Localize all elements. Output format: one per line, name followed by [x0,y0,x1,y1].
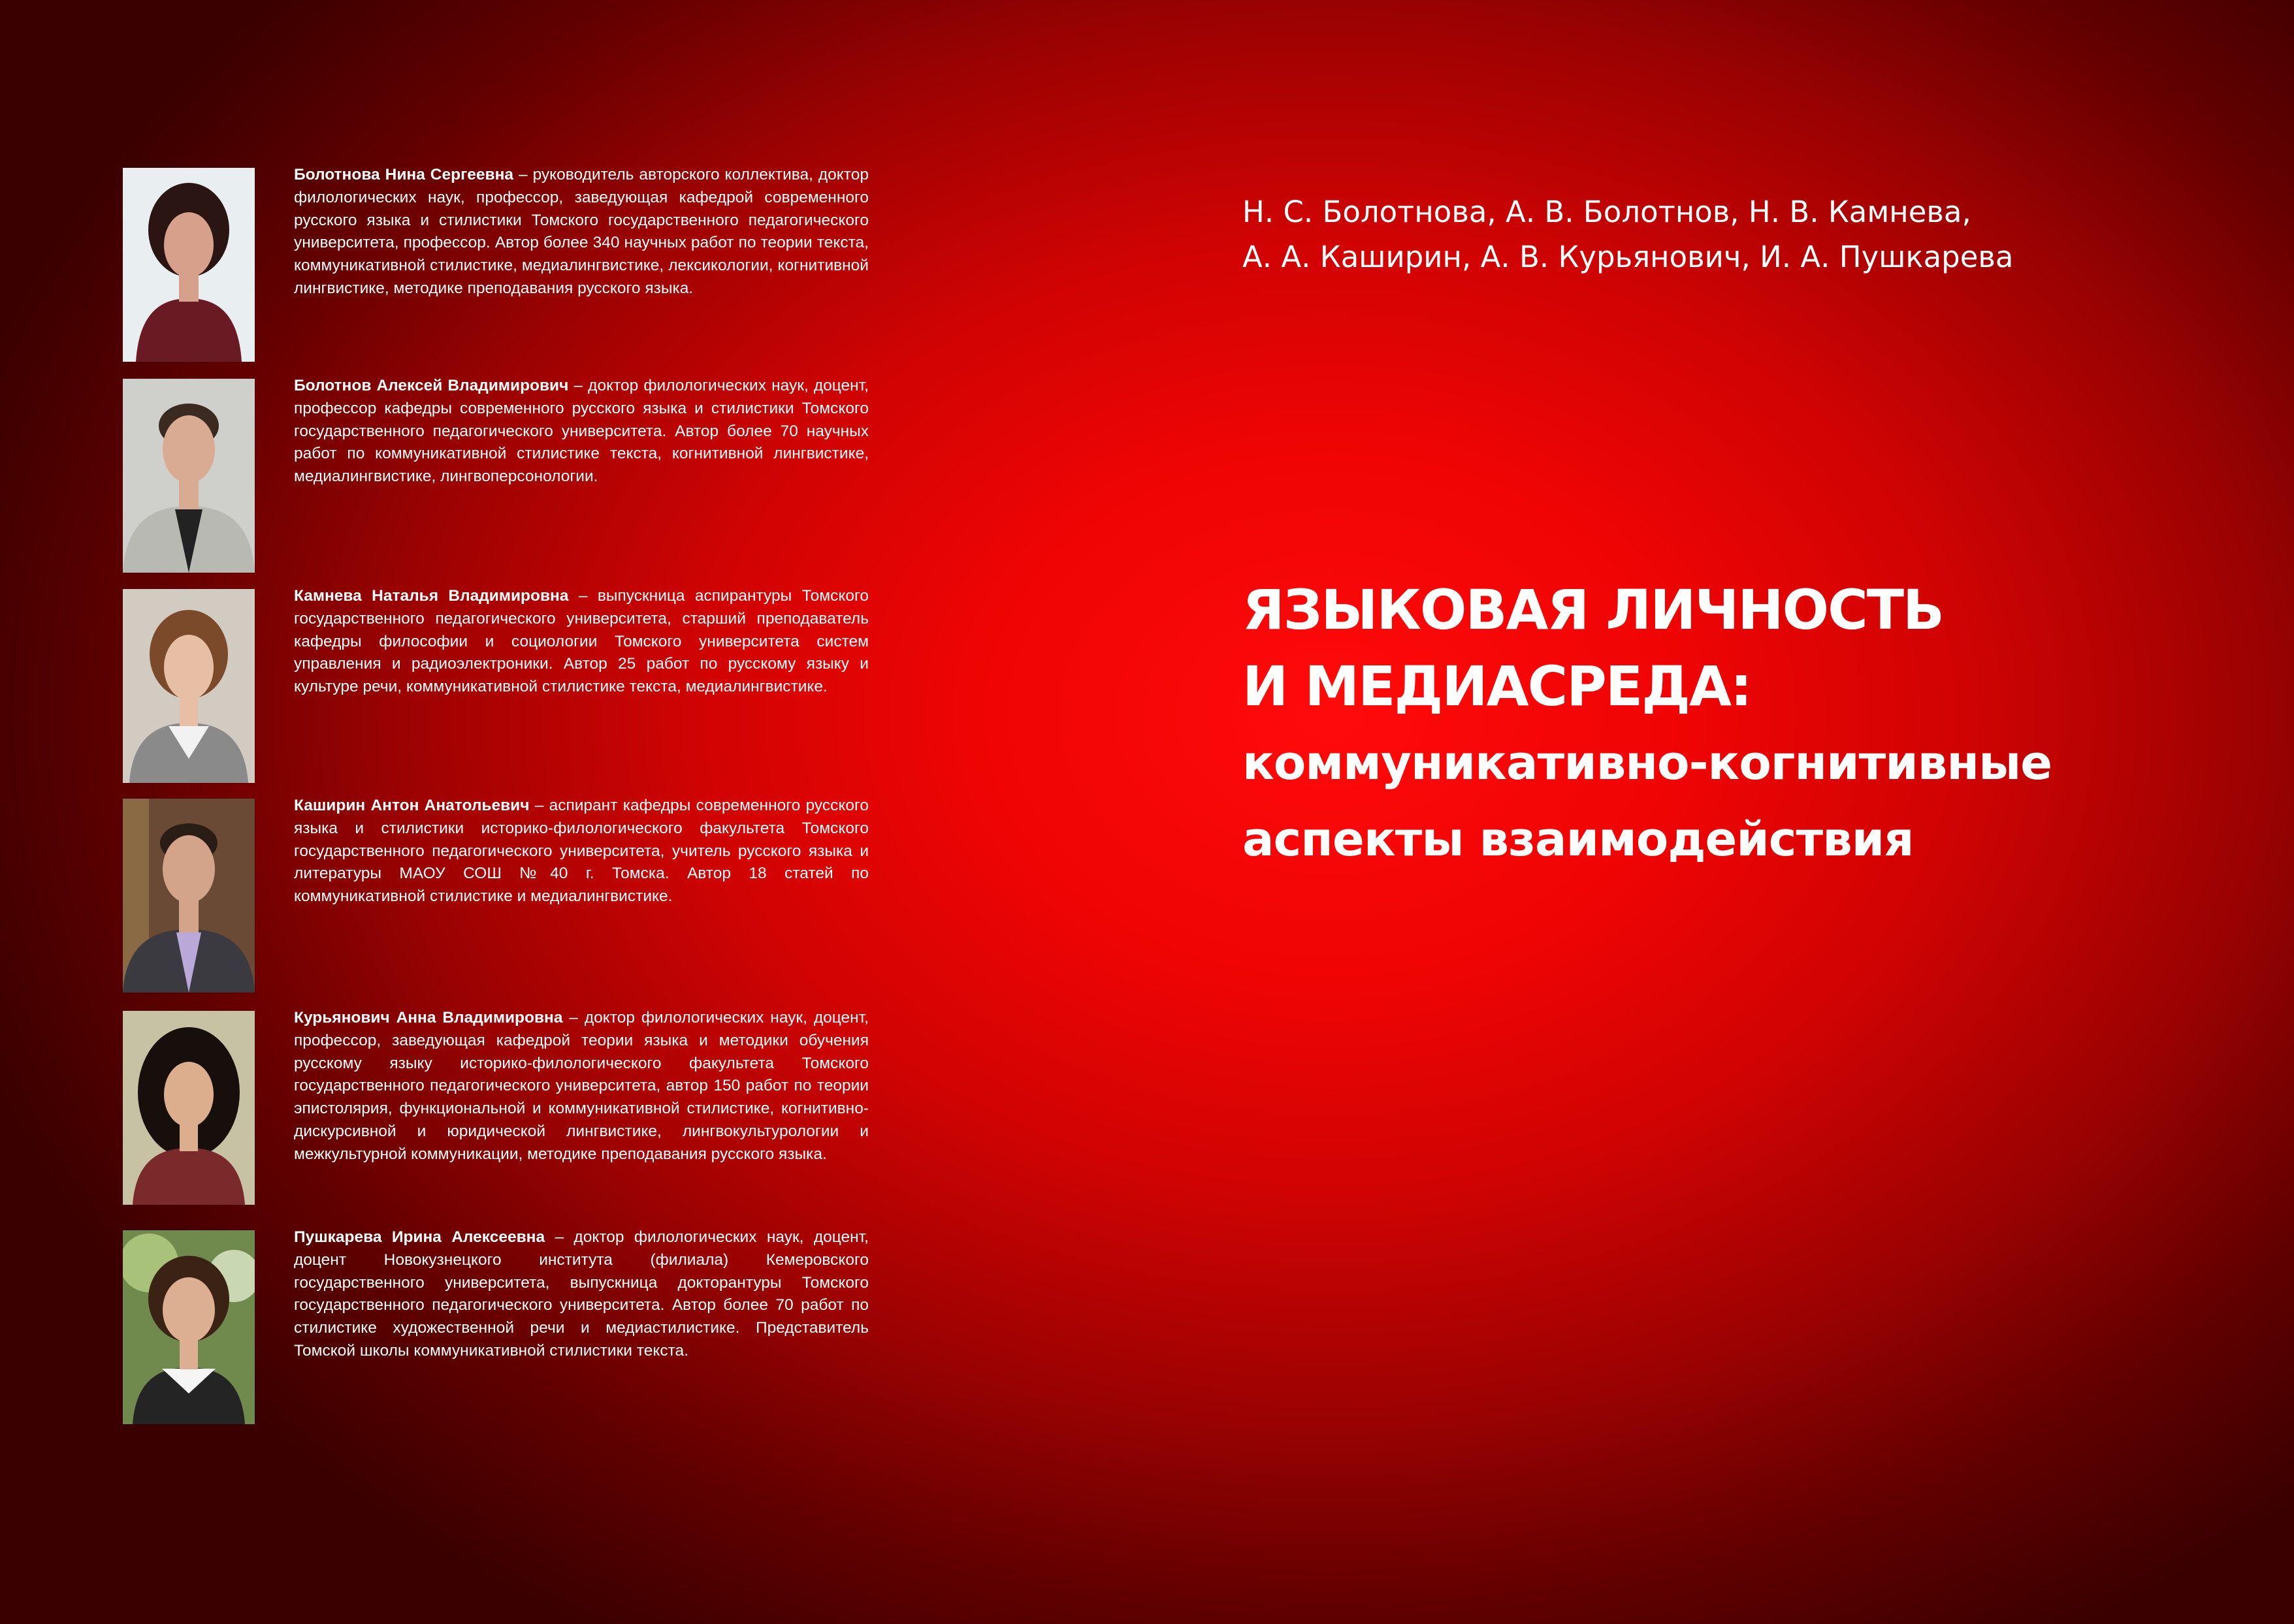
author-name: Камнева Наталья Владимировна [294,587,569,605]
author-bio [294,1226,869,1363]
author-photo [123,1011,255,1205]
portrait-image [123,168,255,362]
author-bio [294,1007,869,1166]
portrait-image [123,1230,255,1424]
photo-face [164,212,214,278]
photo-face [164,635,214,700]
title-line: ЯЗЫКОВАЯ ЛИЧНОСТЬ [1242,578,1944,642]
author-entry [123,1230,871,1426]
author-bio [294,164,869,300]
author-photo [123,589,255,783]
subtitle-line: коммуникативно-когнитивные [1242,735,2052,790]
author-entry [123,799,871,995]
author-photo [123,379,255,573]
photo-face [163,835,215,903]
photo-face [163,1277,215,1343]
author-photo [123,799,255,993]
portrait-image [123,799,255,993]
author-name: Пушкарева Ирина Алексеевна [294,1228,545,1246]
front-authors-line: Н. С. Болотнова, А. В. Болотнов, Н. В. Камнева, [1242,195,1971,229]
author-bio [294,375,869,488]
author-description: – доктор филологических наук, доцент, профессор кафедры современного русского языка и стилистики Томского государственного педагогического университета. Автор более 70 научных работ по коммуникативной стилистике текста, когнитивной лингвистике, медиалингвистике, лингвоперсонологии. [294,377,869,486]
author-photo [123,1230,255,1424]
book-title [1242,572,2261,878]
portrait-image [123,379,255,573]
author-entry [123,1011,871,1207]
subtitle-line: аспекты взаимодействия [1242,812,1914,867]
author-description: – выпускница аспирантуры Томского государственного педагогического университета, старший преподаватель кафедры философии и социологии Томского университета систем управления и радиоэлектроники. Автор 25 работ по русскому языку и культуре речи, коммуникативной стилистике текста, медиалингвистике. [294,587,869,696]
portrait-image [123,1011,255,1205]
author-entry [123,168,871,364]
author-description: – руководитель авторского коллектива, доктор филологических наук, профессор, заведующая кафедрой современного русского языка и стилистики Томского государственного педагогического университета, профессор. Автор более 340 научных работ по теории текста, коммуникативной стилистике, медиалингвистике, лексикологии, когнитивной лингвистике, методике преподавания русского языка. [294,166,869,297]
author-name: Болотнова Нина Сергеевна [294,166,514,183]
author-entry [123,379,871,575]
author-description: – доктор филологических наук, доцент, доцент Новокузнецкого института (филиала) Кемеровского государственного университета, выпускница докторантуры Томского государственного педагогического университета. Автор более 70 работ по стилистике художественной речи и медиастилистике. Представитель Томской школы коммуникативной стилистики текста. [294,1228,869,1360]
author-description: – аспирант кафедры современного русского языка и стилистики историко-филологического факультета Томского государственного педагогического университета, учитель русского языка и литературы МАОУ СОШ №40 г. Томска. Автор 18 статей по коммуникативной стилистике и медиалингвистике. [294,797,869,906]
front-author-list [1242,189,2189,279]
author-description: – доктор филологических наук, доцент, профессор, заведующая кафедрой теории языка и методики обучения русскому языку историко-филологического факультета Томского государственного педагогического университета, автор 150 работ по теории эпистолярия, функциональной и коммуникативной стилистике, когнитивно-дискурсивной и юридической лингвистике, лингвокультурологии и межкультурной коммуникации, методике преподавания русского языка. [294,1009,869,1163]
author-name: Каширин Антон Анатольевич [294,797,530,814]
photo-face [164,1062,214,1127]
photo-face [163,415,215,483]
front-authors-line: А. А. Каширин, А. В. Курьянович, И. А. Пушкарева [1242,240,2014,274]
author-photo [123,168,255,362]
portrait-image [123,589,255,783]
title-line: И МЕДИАСРЕДА: [1242,654,1751,718]
author-bio [294,795,869,908]
author-bio [294,585,869,699]
author-entry [123,589,871,785]
author-name: Курьянович Анна Владимировна [294,1009,563,1027]
author-name: Болотнов Алексей Владимирович [294,377,569,394]
